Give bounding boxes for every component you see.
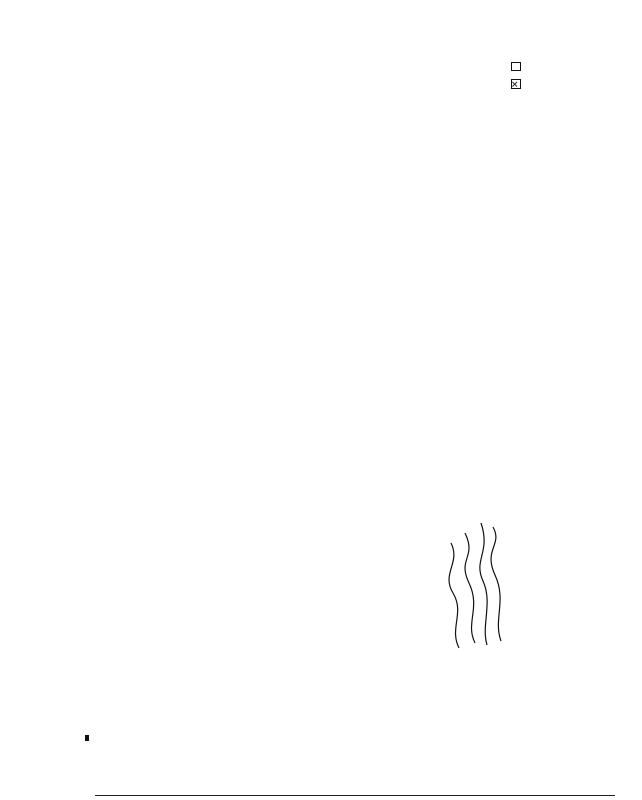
no-checkbox[interactable]: [511, 62, 521, 71]
footer-rule: [95, 795, 615, 796]
rotated-form: [83, 63, 543, 743]
yes-checkbox[interactable]: ✕: [510, 80, 520, 88]
signatures: [447, 453, 537, 653]
